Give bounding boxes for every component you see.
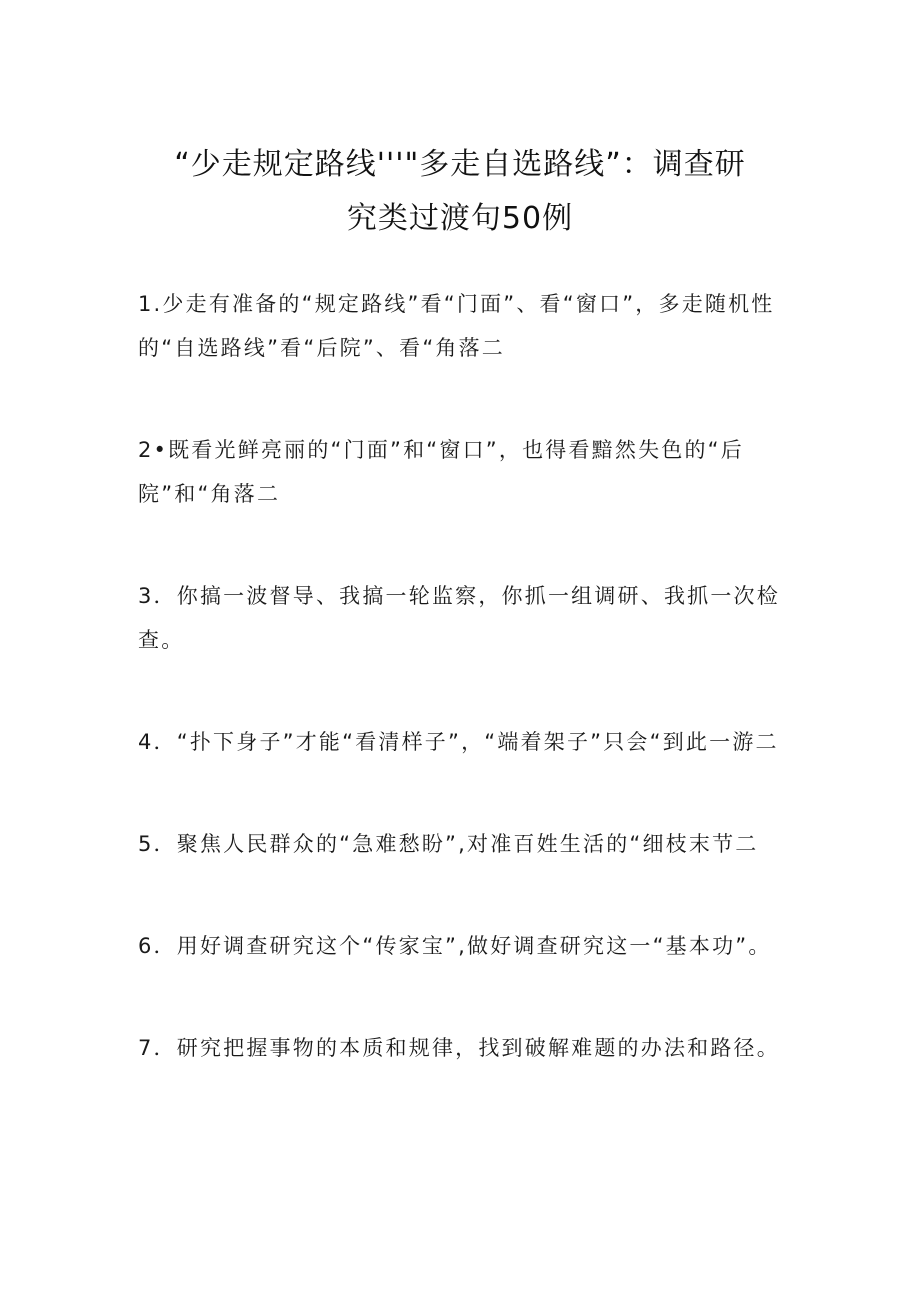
document-title	[100, 138, 820, 246]
list-item-1: 1.少走有准备的“规定路线”看“门面”、看“窗口”，多走随机性的“自选路线”看“后院”、看“角落二	[138, 292, 775, 360]
list-item-5: 5．聚焦人民群众的“急难愁盼”,对准百姓生活的“细枝末节二	[138, 832, 759, 856]
sentence-list	[138, 282, 783, 1128]
list-item-2: 2•既看光鲜亮丽的“门面”和“窗口”，也得看黯然失色的“后院”和“角落二	[138, 438, 744, 506]
title-line-1: “少走规定路线'''"多走自选路线”：调查研	[174, 147, 746, 182]
list-item-7: 7．研究把握事物的本质和规律，找到破解难题的办法和路径。	[138, 1036, 780, 1060]
list-item-4: 4．“扑下身子”才能“看清样子”，“端着架子”只会“到此一游二	[138, 730, 779, 754]
list-item-3: 3．你搞一波督导、我搞一轮监察，你抓一组调研、我抓一次检查。	[138, 584, 780, 652]
title-line-2: 究类过渡句50例	[346, 201, 574, 236]
list-item-6: 6．用好调查研究这个“传家宝”,做好调查研究这一“基本功”。	[138, 934, 772, 958]
